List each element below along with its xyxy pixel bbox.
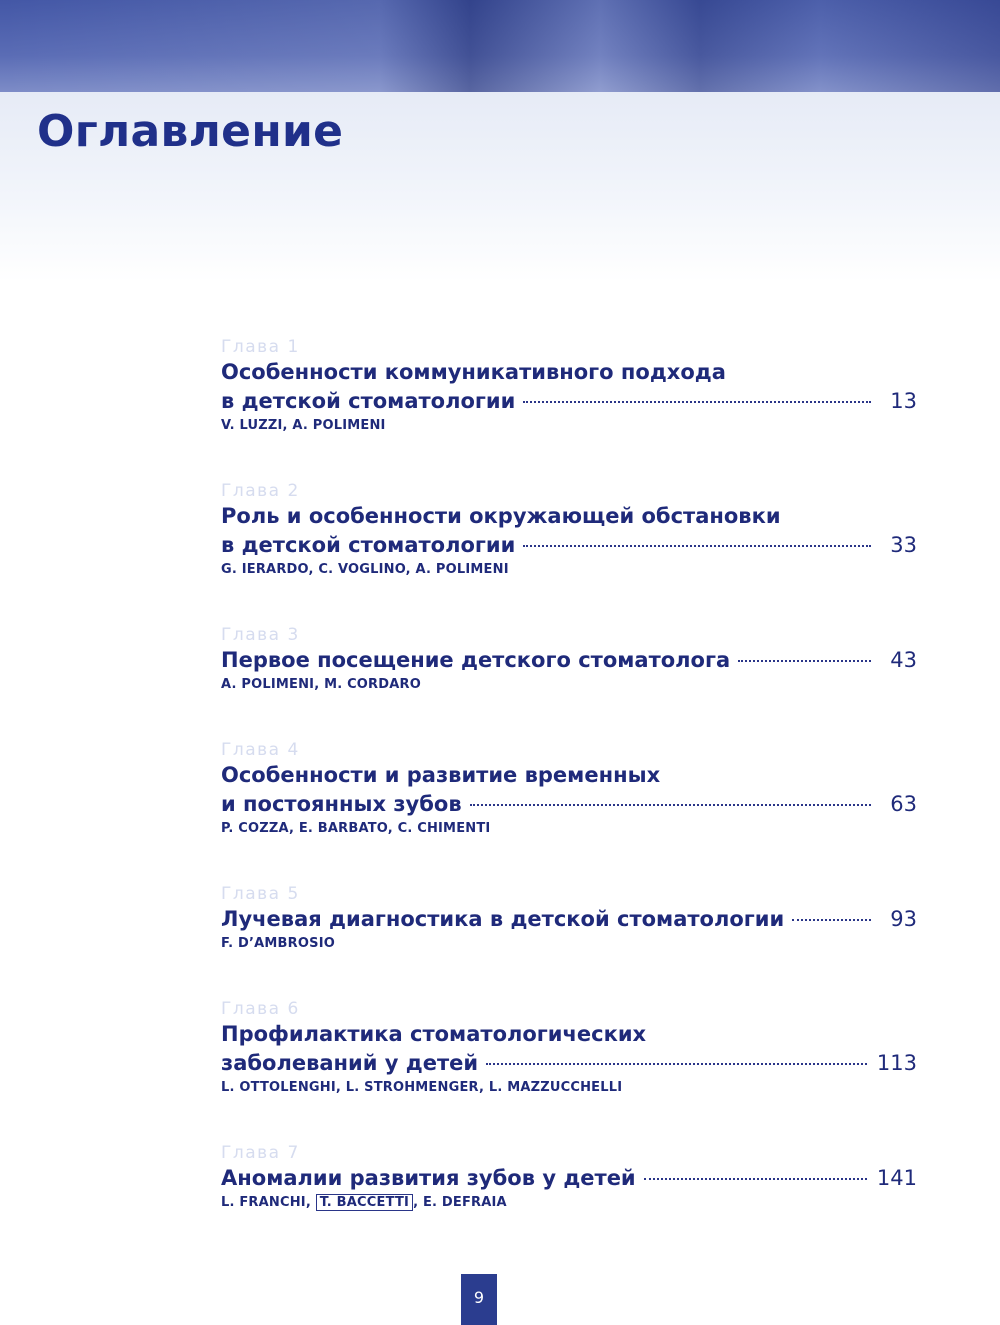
chapter-title-leader	[221, 905, 917, 934]
page-number: 63	[890, 792, 917, 816]
toc-entry-chapter-2[interactable]	[221, 480, 917, 624]
table-of-contents	[221, 336, 917, 1257]
author-name: , E. DEFRAIA	[413, 1195, 507, 1210]
dot-leader	[644, 1178, 867, 1180]
chapter-authors: P. COZZA, E. BARBATO, C. CHIMENTI	[221, 821, 491, 836]
dot-leader	[738, 660, 871, 662]
chapter-label: Глава 4	[221, 740, 300, 760]
page-number: 33	[890, 533, 917, 557]
author-name-boxed: T. BACCETTI	[316, 1194, 413, 1211]
chapter-title-line: Первое посещение детского стоматолога	[221, 648, 731, 672]
page-number: 141	[876, 1166, 917, 1190]
chapter-title-leader	[221, 1049, 917, 1078]
chapter-title-line: Профилактика стоматологических	[221, 1022, 647, 1046]
chapter-authors: G. IERARDO, C. VOGLINO, A. POLIMENI	[221, 562, 509, 577]
dot-leader	[486, 1063, 867, 1065]
chapter-label: Глава 1	[221, 337, 300, 357]
chapter-authors	[221, 1193, 917, 1213]
chapter-title-line: Роль и особенности окружающей обстановки	[221, 504, 781, 528]
chapter-title-line: Аномалии развития зубов у детей	[221, 1166, 636, 1190]
toc-entry-chapter-5[interactable]	[221, 883, 917, 998]
chapter-title-line: Особенности и развитие временных	[221, 763, 661, 787]
chapter-authors: A. POLIMENI, M. CORDARO	[221, 677, 421, 692]
chapter-title-line: заболеваний у детей	[221, 1051, 479, 1075]
chapter-label: Глава 2	[221, 481, 300, 501]
chapter-authors: F. D’AMBROSIO	[221, 936, 335, 951]
chapter-title-leader	[221, 646, 917, 675]
page-number: 93	[890, 907, 917, 931]
toc-entry-chapter-6[interactable]	[221, 998, 917, 1142]
chapter-title-leader	[221, 1164, 917, 1193]
dot-leader	[523, 401, 871, 403]
chapter-title-line: Лучевая диагностика в детской стоматологии	[221, 907, 785, 931]
toc-entry-chapter-4[interactable]	[221, 739, 917, 883]
chapter-authors: V. LUZZI, A. POLIMENI	[221, 418, 386, 433]
chapter-label: Глава 5	[221, 884, 300, 904]
chapter-title-line: и постоянных зубов	[221, 792, 462, 816]
author-name: L. FRANCHI,	[221, 1195, 316, 1210]
chapter-authors: L. OTTOLENGHI, L. STROHMENGER, L. MAZZUCCHELLI	[221, 1080, 623, 1095]
dot-leader	[470, 804, 871, 806]
page-number: 113	[876, 1051, 917, 1075]
footer-page-number: 9	[461, 1274, 497, 1325]
toc-entry-chapter-1[interactable]	[221, 336, 917, 480]
page-title: Оглавление	[37, 106, 344, 157]
chapter-title-leader	[221, 531, 917, 560]
toc-entry-chapter-7[interactable]	[221, 1142, 917, 1257]
header-image-band	[0, 0, 1000, 92]
chapter-label: Глава 6	[221, 999, 300, 1019]
chapter-title-leader	[221, 790, 917, 819]
page-number: 43	[890, 648, 917, 672]
chapter-label: Глава 3	[221, 625, 300, 645]
chapter-title-line: в детской стоматологии	[221, 533, 516, 557]
toc-entry-chapter-3[interactable]	[221, 624, 917, 739]
chapter-title-leader	[221, 387, 917, 416]
dot-leader	[792, 919, 871, 921]
chapter-label: Глава 7	[221, 1143, 300, 1163]
chapter-title-line: в детской стоматологии	[221, 389, 516, 413]
page-number: 13	[890, 389, 917, 413]
chapter-title-line: Особенности коммуникативного подхода	[221, 360, 726, 384]
dot-leader	[523, 545, 871, 547]
